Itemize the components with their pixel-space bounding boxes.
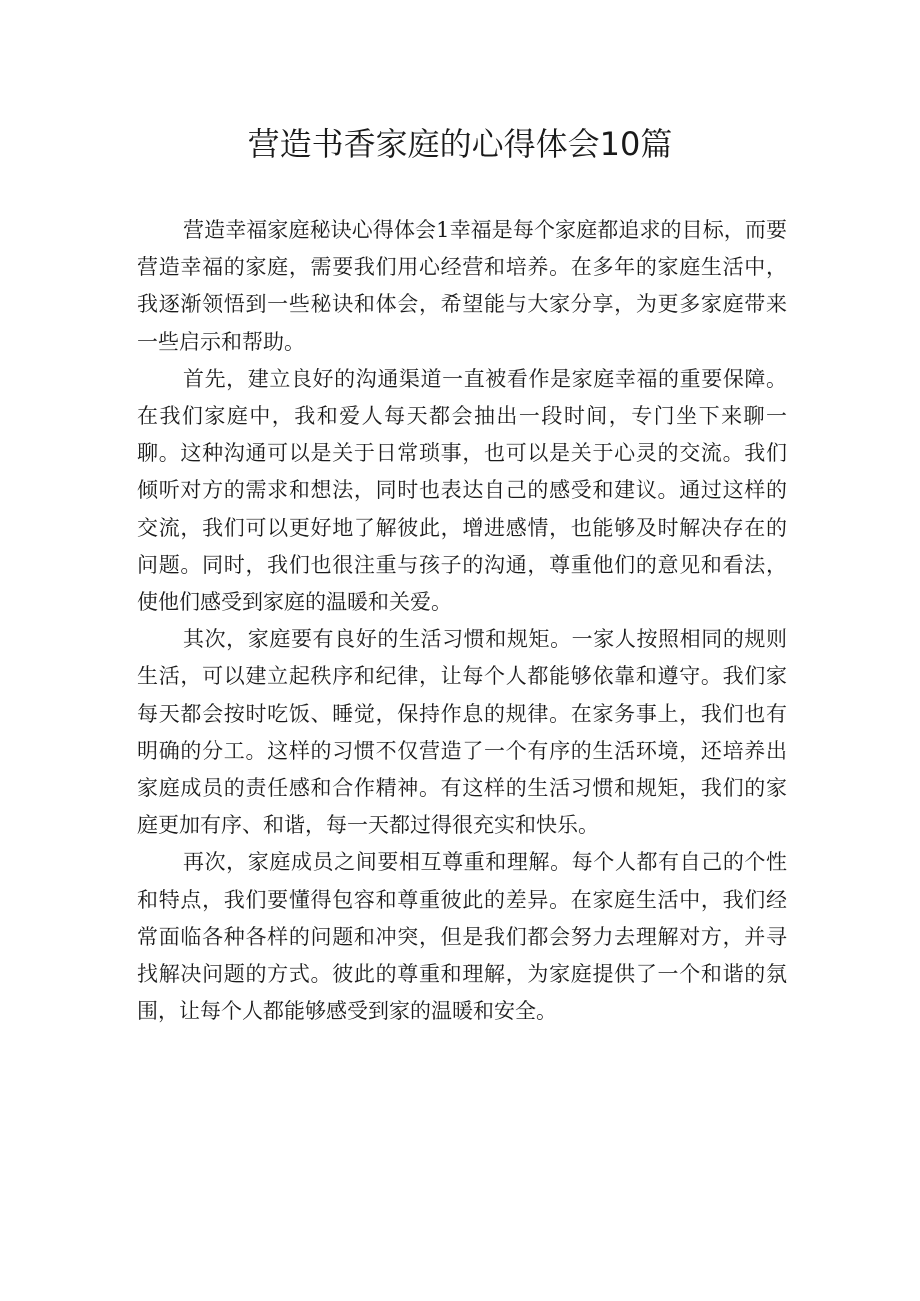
document-title: 营造书香家庭的心得体会10篇 bbox=[247, 125, 673, 163]
paragraph-2: 首先，建立良好的沟通渠道一直被看作是家庭幸福的重要保障。在我们家庭中，我和爱人每天都会抽出一段时间，专门坐下来聊一聊。这种沟通可以是关于日常琐事，也可以是关于心灵的交流。我们倾听对方的需求和想法，同时也表达自己的感受和建议。通过这样的交流，我们可以更好地了解彼此，增进感情，也能够及时解决存在的问题。同时，我们也很注重与孩子的沟通，尊重他们的意见和看法，使他们感受到家庭的温暖和关爱。 bbox=[137, 366, 787, 615]
paragraph-4: 再次，家庭成员之间要相互尊重和理解。每个人都有自己的个性和特点，我们要懂得包容和尊重彼此的差异。在家庭生活中，我们经常面临各种各样的问题和冲突，但是我们都会努力去理解对方，并寻找解决问题的方式。彼此的尊重和理解，为家庭提供了一个和谐的氛围，让每个人都能够感受到家的温暖和安全。 bbox=[137, 850, 787, 1024]
paragraph-1: 营造幸福家庭秘诀心得体会1幸福是每个家庭都追求的目标，而要营造幸福的家庭，需要我们用心经营和培养。在多年的家庭生活中，我逐渐领悟到一些秘诀和体会，希望能与大家分享，为更多家庭带来一些启示和帮助。 bbox=[137, 218, 787, 354]
paragraph-3: 其次，家庭要有良好的生活习惯和规矩。一家人按照相同的规则生活，可以建立起秩序和纪律，让每个人都能够依靠和遵守。我们家每天都会按时吃饭、睡觉，保持作息的规律。在家务事上，我们也有明确的分工。这样的习惯不仅营造了一个有序的生活环境，还培养出家庭成员的责任感和合作精神。有这样的生活习惯和规矩，我们的家庭更加有序、和谐，每一天都过得很充实和快乐。 bbox=[137, 627, 787, 838]
document-body bbox=[137, 212, 787, 1030]
